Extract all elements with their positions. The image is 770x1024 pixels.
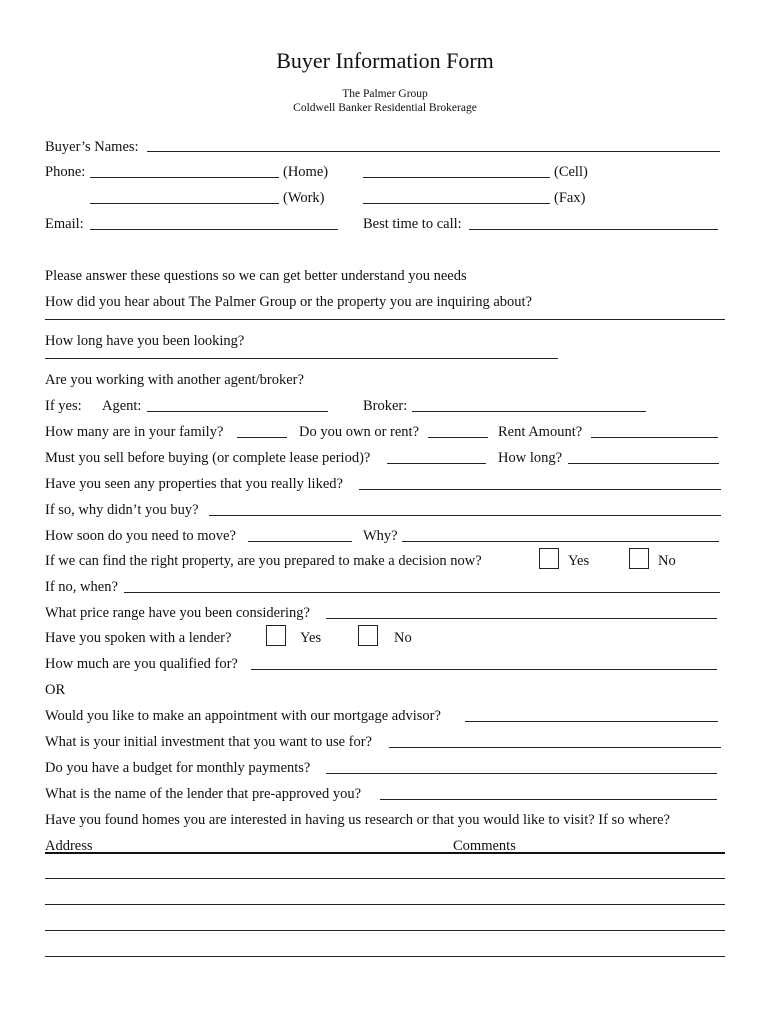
decision-no-label: No [658,553,676,569]
home-phone-field[interactable] [90,177,279,178]
address-line-3[interactable] [45,930,725,931]
best-time-label: Best time to call: [363,216,462,232]
how-soon-field[interactable] [248,541,352,542]
sell-before-field[interactable] [387,463,486,464]
if-yes-label: If yes: [45,398,82,414]
family-field[interactable] [237,437,287,438]
brokerage-name: Coldwell Banker Residential Brokerage [293,102,477,114]
working-agent-label: Are you working with another agent/broker? [45,372,304,388]
how-long-field[interactable] [568,463,719,464]
price-range-field[interactable] [326,618,717,619]
found-homes-label: Have you found homes you are interested in having us research or that you would like to visit? If so where? [45,812,670,828]
rent-amount-label: Rent Amount? [498,424,583,440]
phone-label: Phone: [45,164,86,180]
sell-before-label: Must you sell before buying (or complete lease period)? [45,450,371,466]
lender-name-label: What is the name of the lender that pre-approved you? [45,786,362,802]
buyers-names-field[interactable] [147,151,720,152]
price-range-label: What price range have you been considering? [45,605,310,621]
address-line-2[interactable] [45,904,725,905]
budget-field[interactable] [326,773,717,774]
agent-label: Agent: [102,398,142,414]
address-line-4[interactable] [45,956,725,957]
address-column-header: Address [45,838,93,854]
hear-about-field[interactable] [45,319,725,320]
email-label: Email: [45,216,84,232]
lender-no-label: No [394,630,412,646]
decision-no-checkbox[interactable] [629,548,649,569]
decision-yes-label: Yes [568,553,590,569]
work-phone-field[interactable] [90,203,279,204]
table-header-rule [45,852,725,854]
cell-label: (Cell) [554,164,588,180]
own-rent-label: Do you own or rent? [299,424,420,440]
intro-text: Please answer these questions so we can get better understand you needs [45,268,467,284]
how-soon-label: How soon do you need to move? [45,528,236,544]
budget-label: Do you have a budget for monthly payments? [45,760,311,776]
lender-name-field[interactable] [380,799,717,800]
rent-amount-field[interactable] [591,437,718,438]
comments-column-header: Comments [453,838,516,854]
address-line-1[interactable] [45,878,725,879]
agent-field[interactable] [147,411,328,412]
why-field[interactable] [402,541,719,542]
cell-phone-field[interactable] [363,177,550,178]
broker-label: Broker: [363,398,408,414]
how-long-looking-label: How long have you been looking? [45,333,245,349]
home-label: (Home) [283,164,329,180]
why-didnt-label: If so, why didn’t you buy? [45,502,199,518]
seen-properties-field[interactable] [359,489,721,490]
seen-properties-label: Have you seen any properties that you really liked? [45,476,343,492]
decision-label: If we can find the right property, are you prepared to make a decision now? [45,553,482,569]
lender-no-checkbox[interactable] [358,625,378,646]
mortgage-advisor-field[interactable] [465,721,718,722]
best-time-field[interactable] [469,229,718,230]
why-label: Why? [363,528,398,544]
form-title: Buyer Information Form [276,48,494,73]
or-label: OR [45,682,66,698]
if-no-when-field[interactable] [124,592,720,593]
how-long-label: How long? [498,450,563,466]
lender-yes-checkbox[interactable] [266,625,286,646]
initial-investment-field[interactable] [389,747,721,748]
family-label: How many are in your family? [45,424,224,440]
own-rent-field[interactable] [428,437,488,438]
how-long-looking-field[interactable] [45,358,558,359]
buyers-names-label: Buyer’s Names: [45,139,139,155]
company-name: The Palmer Group [342,88,428,100]
email-field[interactable] [90,229,338,230]
mortgage-advisor-label: Would you like to make an appointment with our mortgage advisor? [45,708,441,724]
if-no-when-label: If no, when? [45,579,118,595]
initial-investment-label: What is your initial investment that you want to use for? [45,734,372,750]
qualified-label: How much are you qualified for? [45,656,238,672]
why-didnt-field[interactable] [209,515,721,516]
spoken-lender-label: Have you spoken with a lender? [45,630,232,646]
broker-field[interactable] [412,411,646,412]
lender-yes-label: Yes [300,630,322,646]
fax-label: (Fax) [554,190,586,206]
fax-field[interactable] [363,203,550,204]
work-label: (Work) [283,190,325,206]
hear-about-label: How did you hear about The Palmer Group or the property you are inquiring about? [45,294,532,310]
decision-yes-checkbox[interactable] [539,548,559,569]
qualified-field[interactable] [251,669,717,670]
